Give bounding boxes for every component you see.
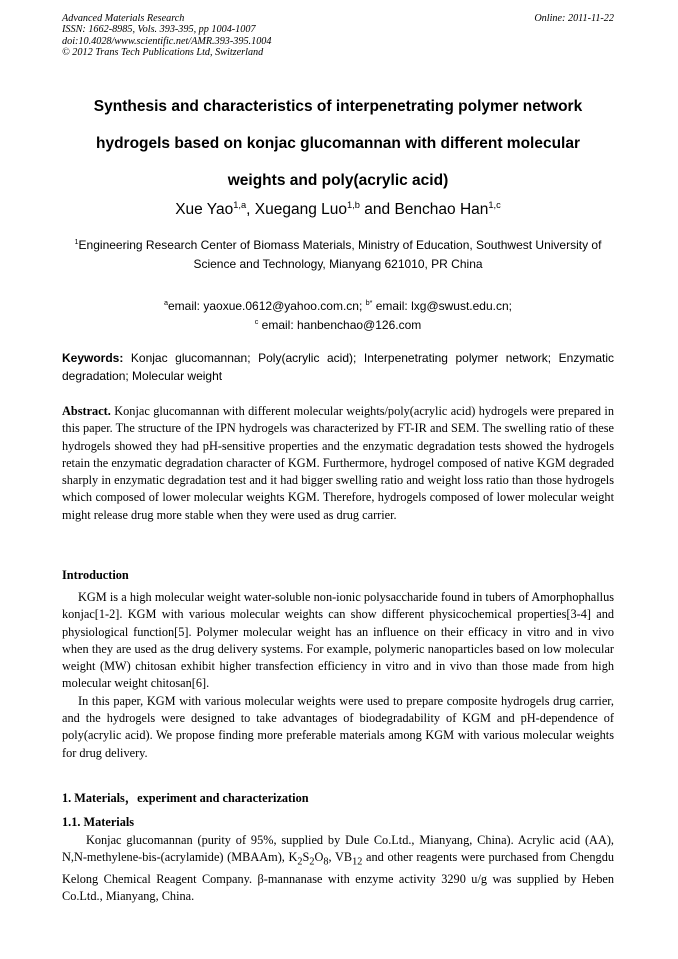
abstract-text: Konjac glucomannan with different molecular weights/poly(acrylic acid) hydrogels were prepared in this paper. The structure of the IPN hydrogels was characterized by FT-IR and SEM. The swelling ratio of these hydrogels showed they had pH-sensitive properties and the enzymatic degradation tests showed the hydrogels retain the enzymatic degradation character of KGM. Furthermore, hydrogel composed of native KGM degraded sharply in enzymatic degradation test and it had bigger swelling ratio and weight loss ratio than those hydrogels which composed of lower molecular weights KGM. Therefore, hydrogels composed of lower molecular weight might release drug more stable when they were used as drug carrier. <box>62 404 614 522</box>
author-superscript: 1,b <box>347 199 360 210</box>
keywords <box>62 349 614 385</box>
affiliation <box>62 236 614 274</box>
email-b[interactable]: email: lxg@swust.edu.cn; <box>372 299 512 313</box>
title-line-2: hydrogels based on konjac glucomannan with different molecular <box>95 135 581 152</box>
intro-paragraph-1: KGM is a high molecular weight water-soluble non-ionic polysaccharide found in tubers of Amorphophallus konjac[1-2]. KGM with various molecular weights can show different physicochemical properties[3-4] and physiological function[5]. Polymer molecular weight has an influence on their efficacy in vitro and in vivo when they are used as the drug delivery systems. For example, polymeric nanoparticles based on low molecular weight (MW) chitosan exhibit higher transfection efficiency in vitro and in vivo than those made from high molecular weight chitosan[6]. <box>62 590 614 691</box>
title-line-3: weights and poly(acrylic acid) <box>227 172 449 189</box>
author-name: Xuegang Luo <box>254 201 348 218</box>
abstract <box>62 403 614 524</box>
keywords-text: Konjac glucomannan; Poly(acrylic acid); Interpenetrating polymer network; Enzymatic degradation; Molecular weight <box>62 351 614 383</box>
abstract-label: Abstract. <box>62 404 111 418</box>
introduction-body <box>62 589 614 762</box>
materials-paragraph <box>62 832 614 906</box>
issn-line: ISSN: 1662-8985, Vols. 393-395, pp 1004-1007 <box>62 24 256 36</box>
materials-text: S <box>302 850 310 865</box>
subscript: 2 <box>309 856 315 868</box>
materials-text: Konjac glucomannan (purity of 95%, supplied by Dule Co.Ltd., Mianyang, China). Acrylic acid (AA), N,N-methylene-bis-(acrylamide) (MBAAm), K <box>62 833 614 865</box>
materials-text: , VB <box>328 850 353 865</box>
email-a[interactable]: email: yaoxue.0612@yahoo.com.cn; <box>168 299 366 313</box>
affiliation-superscript: 1 <box>74 237 79 246</box>
author-name: Benchao Han <box>394 201 489 218</box>
journal-name: Advanced Materials Research <box>62 13 185 24</box>
materials-body <box>62 832 614 906</box>
subscript: 12 <box>352 856 363 868</box>
section-1-heading: 1. Materials，experiment and characterization <box>62 791 309 805</box>
affiliation-line-2: Science and Technology, Mianyang 621010, PR China <box>193 257 483 271</box>
affiliation-line-1: Engineering Research Center of Biomass Materials, Ministry of Education, Southwest University of <box>78 238 602 252</box>
materials-text: O <box>314 850 324 865</box>
author-list <box>62 200 614 220</box>
paper-title <box>62 88 614 199</box>
author-separator: , <box>246 201 255 218</box>
copyright-line: © 2012 Trans Tech Publications Ltd, Switzerland <box>62 47 264 59</box>
online-date: Online: 2011-11-22 <box>534 13 614 24</box>
email-block <box>62 297 614 335</box>
author-superscript: 1,a <box>233 199 247 210</box>
author-superscript: 1,c <box>488 199 501 210</box>
intro-paragraph-2: In this paper, KGM with various molecular weights were used to prepare composite hydrogels drug carrier, and the hydrogels were designed to take advantages of biodegradability of KGM and pH-dependence of poly(acrylic acid). We propose finding more preferable materials among KGM with various molecular weights for drug delivery. <box>62 693 614 760</box>
subsection-1-1-heading: 1.1. Materials <box>62 815 135 829</box>
subscript: 8 <box>323 856 329 868</box>
author-name: Xue Yao <box>175 201 234 218</box>
keywords-label: Keywords: <box>62 351 124 365</box>
journal-header <box>62 13 271 59</box>
email-superscript: b* <box>365 298 373 307</box>
doi-line: doi:10.4028/www.scientific.net/AMR.393-395.1004 <box>62 35 272 47</box>
materials-text: and other reagents were purchased from Chengdu Kelong Chemical Reagent Company. β-mannanase with enzyme activity 3290 u/g was supplied by Heben Co.Ltd., Mianyang, China. <box>62 850 614 904</box>
subscript: 2 <box>297 856 303 868</box>
author-separator: and <box>359 201 395 218</box>
introduction-heading: Introduction <box>62 568 129 582</box>
title-line-1: Synthesis and characteristics of interpenetrating polymer network <box>93 98 583 115</box>
email-c[interactable]: email: hanbenchao@126.com <box>258 318 422 332</box>
email-superscript: a <box>164 298 168 307</box>
email-superscript: c <box>254 317 259 326</box>
